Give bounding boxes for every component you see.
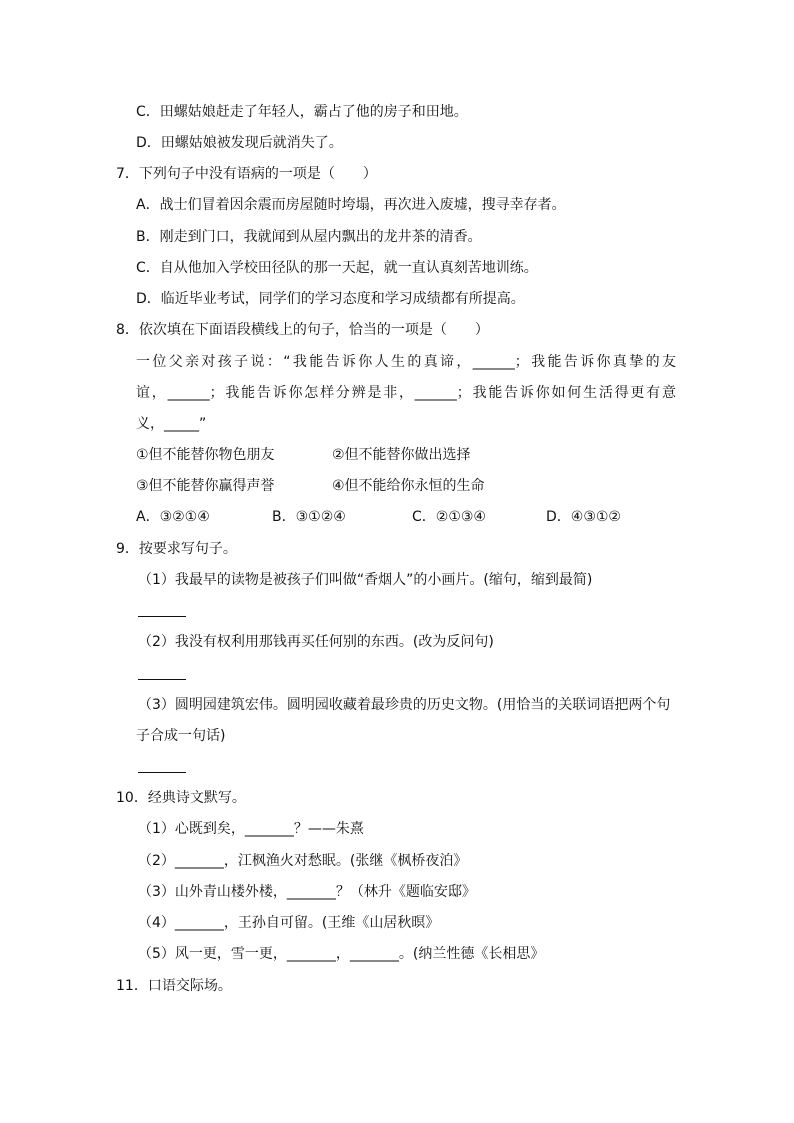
q8-choice-2: ②但不能替你做出选择 bbox=[332, 447, 471, 463]
q8-choice-1: ①但不能替你物色朋友 bbox=[136, 447, 275, 463]
q9-answer-line-1 bbox=[138, 616, 186, 617]
q8-passage-line-3: 义，_____” bbox=[136, 416, 207, 432]
q9-answer-line-3 bbox=[138, 772, 186, 773]
q8-choice-3: ③但不能替你赢得声誉 bbox=[136, 478, 275, 494]
q8-option-b: B．③①②④ bbox=[272, 509, 346, 525]
q10-sub-4: （4）_______，王孙自可留。(王维《山居秋暝》 bbox=[138, 915, 440, 931]
q7-option-c: C．自从他加入学校田径队的那一天起，就一直认真刻苦地训练。 bbox=[136, 260, 538, 276]
q10-sub-5: （5）风一更，雪一更，_______，_______。(纳兰性德《长相思》 bbox=[138, 946, 545, 962]
q9-stem: 9．按要求写句子。 bbox=[116, 541, 237, 557]
q7-option-d: D．临近毕业考试，同学们的学习态度和学习成绩都有所提高。 bbox=[136, 291, 525, 307]
q6-option-c: C．田螺姑娘赶走了年轻人，霸占了他的房子和田地。 bbox=[136, 104, 468, 120]
q10-sub-2: （2）_______，江枫渔火对愁眠。(张继《枫桥夜泊》 bbox=[138, 853, 468, 869]
q8-passage-line-1: 一位父亲对孩子说：“我能告诉你人生的真谛，______；我能告诉你真挚的友 bbox=[136, 354, 676, 370]
q8-passage-line-2: 谊，______；我能告诉你怎样分辨是非，______；我能告诉你如何生活得更有意 bbox=[136, 385, 676, 401]
q11-stem: 11．口语交际场。 bbox=[116, 978, 232, 994]
q8-option-c: C．②①③④ bbox=[412, 509, 486, 525]
q9-answer-line-2 bbox=[138, 679, 186, 680]
q9-sub-1: （1）我最早的读物是被孩子们叫做“香烟人”的小画片。(缩句，缩到最简) bbox=[138, 572, 593, 588]
q9-sub-2: （2）我没有权利用那钱再买任何别的东西。(改为反问句) bbox=[138, 634, 494, 650]
q7-option-b: B．刚走到门口，我就闻到从屋内飘出的龙井茶的清香。 bbox=[136, 229, 482, 245]
q10-sub-1: （1）心既到矣，_______？——朱熹 bbox=[138, 821, 364, 837]
q9-sub-3-line-2: 子合成一句话) bbox=[136, 728, 226, 744]
q10-stem: 10．经典诗文默写。 bbox=[116, 790, 246, 806]
q7-option-a: A．战士们冒着因余震而房屋随时垮塌，再次进入废墟，搜寻幸存者。 bbox=[136, 197, 566, 213]
q8-option-d: D．④③①② bbox=[546, 509, 621, 525]
q8-stem: 8．依次填在下面语段横线上的句子，恰当的一项是（ ） bbox=[116, 322, 489, 338]
q9-sub-3-line-1: （3）圆明园建筑宏伟。圆明园收藏着最珍贵的历史文物。(用恰当的关联词语把两个句 bbox=[138, 697, 671, 713]
q8-choice-4: ④但不能给你永恒的生命 bbox=[332, 478, 485, 494]
q8-option-a: A．③②①④ bbox=[136, 509, 210, 525]
q7-stem: 7．下列句子中没有语病的一项是（ ） bbox=[116, 166, 377, 182]
q10-sub-3: （3）山外青山楼外楼，_______？（林升《题临安邸》 bbox=[138, 884, 476, 900]
q6-option-d: D．田螺姑娘被发现后就消失了。 bbox=[136, 135, 343, 151]
